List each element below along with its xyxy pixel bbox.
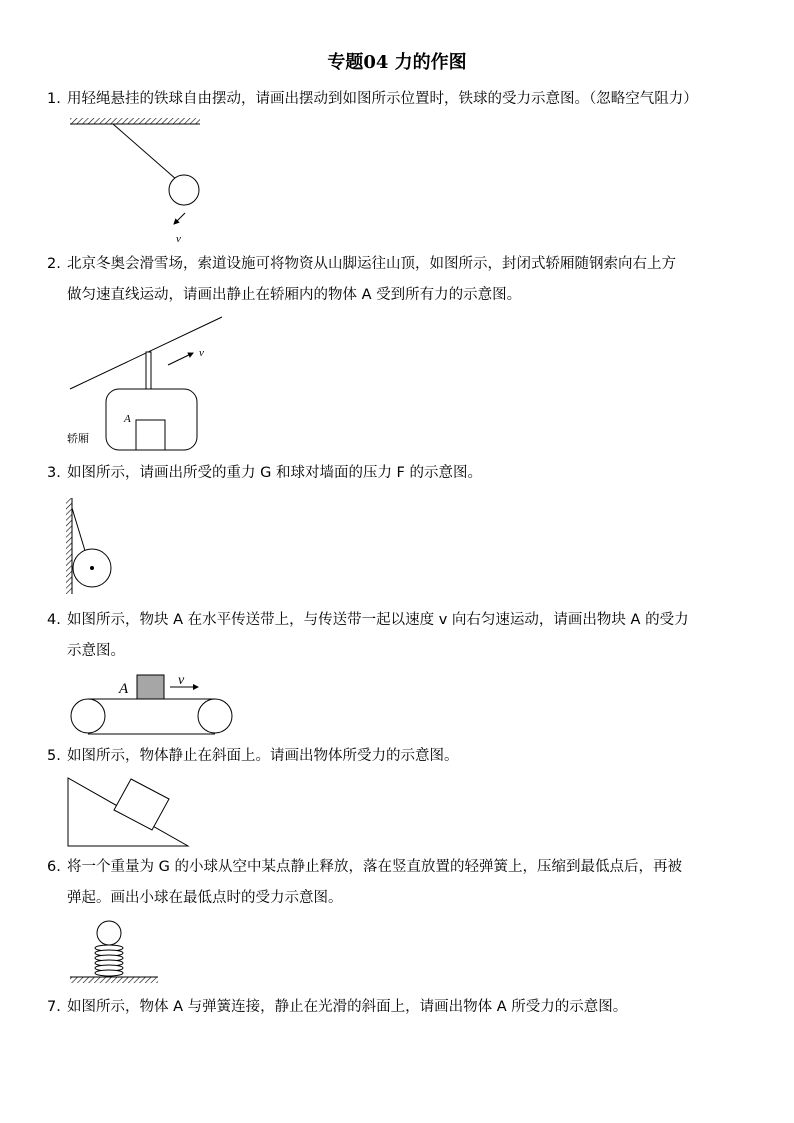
question-text: 如图所示，物体 A 与弹簧连接，静止在光滑的斜面上，请画出物体 A 所受力的示意图。 (67, 999, 628, 1015)
question-text: 用轻绳悬挂的铁球自由摆动，请画出摆动到如图所示位置时，铁球的受力示意图。（忽略空气阻力） (67, 91, 698, 107)
iron-ball (169, 175, 199, 205)
small-ball (97, 921, 121, 945)
block-a-label: A (119, 681, 129, 697)
ball-center (90, 566, 94, 570)
question-6 (47, 852, 752, 914)
question-text-continued: 做匀速直线运动，请画出静止在轿厢内的物体 A 受到所有力的示意图。 (67, 287, 522, 303)
velocity-arrow (174, 213, 185, 224)
block-a (137, 675, 164, 699)
object-a (136, 420, 165, 450)
question-text: 如图所示，物块 A 在水平传送带上，与传送带一起以速度 v 向右匀速运动，请画出物块 A 的受力 (67, 612, 689, 628)
question-number: 5. (47, 748, 61, 764)
question-text: 北京冬奥会滑雪场，索道设施可将物资从山脚运往山顶，如图所示，封闭式轿厢随钢索向右上方 (67, 256, 676, 272)
object-a-label: A (124, 413, 131, 425)
question-2 (47, 249, 752, 311)
question-number: 4. (47, 612, 61, 628)
velocity-label: v (176, 233, 181, 245)
roller-right (198, 699, 232, 733)
hanger-rod (146, 352, 151, 390)
question-1 (47, 84, 752, 115)
question-text: 如图所示，物体静止在斜面上。请画出物体所受力的示意图。 (67, 748, 459, 764)
question-text: 将一个重量为 G 的小球从空中某点静止释放，落在竖直放置的轻弹簧上，压缩到最低点后，再被 (67, 859, 682, 875)
question-7 (47, 992, 752, 1023)
page-title: 专题04 力的作图 (327, 52, 467, 73)
velocity-arrow (168, 353, 193, 365)
question-text-continued: 弹起。画出小球在最低点时的受力示意图。 (67, 890, 343, 906)
spring-figure (60, 915, 170, 990)
ground-hatch (70, 977, 158, 983)
velocity-label: v (199, 347, 204, 359)
roller-left (71, 699, 105, 733)
ceiling (70, 118, 200, 124)
conveyor-figure (60, 668, 250, 743)
question-4 (47, 605, 752, 667)
question-text: 如图所示，请画出所受的重力 G 和球对墙面的压力 F 的示意图。 (67, 465, 483, 481)
question-5 (47, 741, 752, 772)
question-number: 2. (47, 256, 61, 272)
incline-figure (60, 772, 200, 852)
rope (113, 124, 177, 180)
ball-on-wall-figure (60, 492, 140, 602)
question-3 (47, 458, 752, 489)
pendulum-figure (60, 112, 240, 252)
wall-hatch (66, 498, 72, 594)
cabin-label: 轿厢 (67, 432, 89, 445)
question-text-continued: 示意图。 (67, 643, 125, 659)
string (72, 508, 86, 554)
velocity-label: v (178, 673, 185, 688)
question-number: 3. (47, 465, 61, 481)
question-number: 7. (47, 999, 61, 1015)
spring-coils (95, 945, 123, 976)
question-number: 6. (47, 859, 61, 875)
cable-car-figure (60, 313, 240, 458)
question-number: 1. (47, 91, 61, 107)
